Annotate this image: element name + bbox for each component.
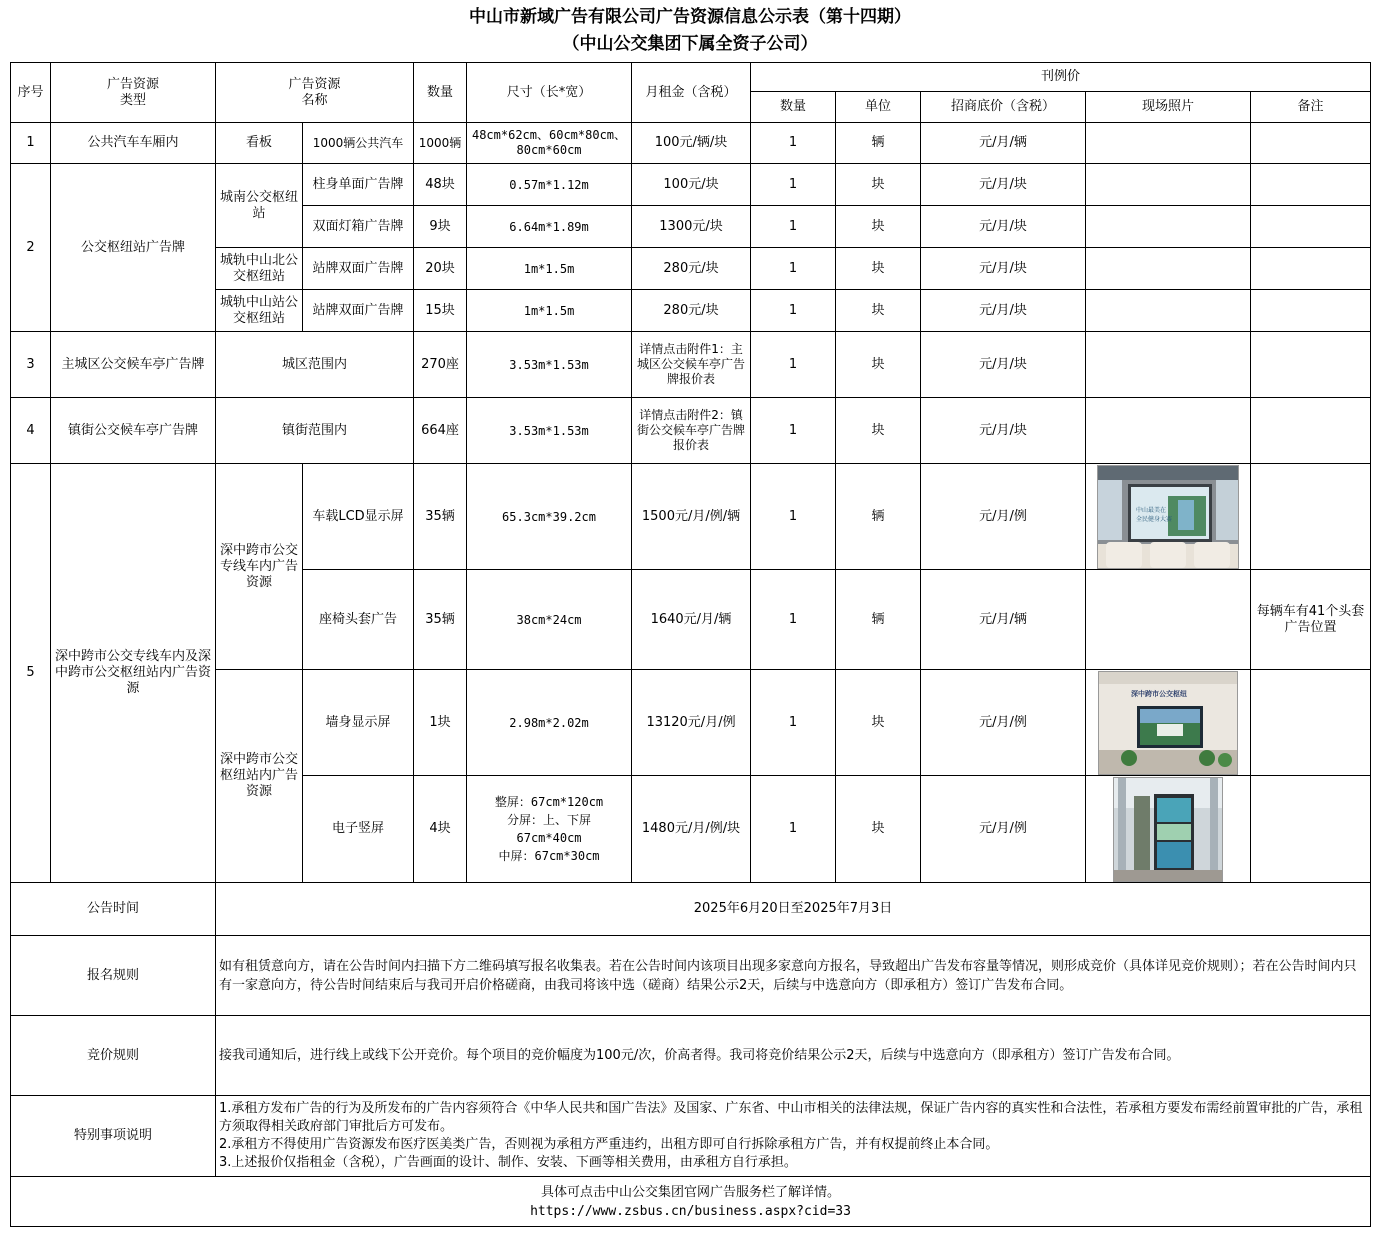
special-notes [216,1096,1371,1177]
svg-text:深中跨市公交枢纽: 深中跨市公交枢纽 [1131,689,1188,698]
note-cell [1251,164,1371,206]
name-cell: 1000辆公共汽车 [303,123,414,164]
type-cell: 公共汽车车厢内 [51,123,216,164]
unit-cell: 块 [836,248,921,290]
size-cell: 65.3cm*39.2cm [467,464,632,570]
special-note: 1.承租方发布广告的行为及所发布的广告内容须符合《中华人民共和国广告法》及国家、广东省、中山市相关的法律法规，保证广告内容的真实性和合法性，若承租方要发布需经前置审批的广告，承租方须取得相关政府部门审批后方可发布。 [219,1101,1363,1134]
note-cell [1251,248,1371,290]
seq-cell: 4 [11,398,51,464]
info-line: 具体可点击中山公交集团官网广告服务栏了解详情。 [541,1184,841,1200]
photo-cell [1086,248,1251,290]
wall-screen-photo [1098,671,1238,775]
location-cell: 深中跨市公交专线车内广告资源 [216,464,303,670]
note-cell [1251,123,1371,164]
photo-cell [1086,290,1251,332]
unit-cell: 块 [836,670,921,776]
price-cell: 元/月/例 [921,776,1086,883]
name-cell: 柱身单面广告牌 [303,164,414,206]
qty-cell: 35辆 [414,464,467,570]
unit-cell: 块 [836,164,921,206]
qty-cell: 4块 [414,776,467,883]
rent-cell: 1300元/块 [632,206,751,248]
size-cell: 3.53m*1.53m [467,332,632,398]
seq-cell: 3 [11,332,51,398]
header-seq: 序号 [11,63,51,123]
size-cell: 38cm*24cm [467,570,632,670]
rent-cell: 1500元/月/例/辆 [632,464,751,570]
sub-qty-cell: 1 [751,206,836,248]
sub-qty-cell: 1 [751,248,836,290]
photo-cell [1086,670,1251,776]
name-cell: 镇街范围内 [216,398,414,464]
unit-cell: 块 [836,290,921,332]
qty-cell: 15块 [414,290,467,332]
size-cell: 1m*1.5m [467,290,632,332]
size-cell [467,776,632,883]
name-cell: 座椅头套广告 [303,570,414,670]
note-cell [1251,776,1371,883]
price-cell: 元/月/块 [921,248,1086,290]
size-cell: 6.64m*1.89m [467,206,632,248]
special-label: 特别事项说明 [11,1096,216,1177]
bus-lcd-photo [1097,465,1239,569]
note-cell [1251,464,1371,570]
seq-cell: 2 [11,164,51,332]
photo-cell [1086,206,1251,248]
special-note: 3.上述报价仅指租金（含税），广告画面的设计、制作、安装、下画等相关费用，由承租方自行承担。 [219,1155,797,1170]
table-row [11,1016,1371,1096]
header-type: 广告资源 类型 [51,63,216,123]
header-size: 尺寸（长*宽） [467,63,632,123]
type-cell: 主城区公交候车亭广告牌 [51,332,216,398]
sub-qty-cell: 1 [751,464,836,570]
unit-cell: 块 [836,206,921,248]
page-title: 中山市新域广告有限公司广告资源信息公示表（第十四期） [469,7,911,27]
name-cell: 车载LCD显示屏 [303,464,414,570]
photo-cell [1086,776,1251,883]
size-cell: 2.98m*2.02m [467,670,632,776]
qty-cell: 1块 [414,670,467,776]
rent-cell: 100元/块 [632,164,751,206]
qty-cell: 35辆 [414,570,467,670]
rent-cell: 13120元/月/例 [632,670,751,776]
note-cell [1251,206,1371,248]
table-row [11,464,1371,570]
rent-cell: 280元/块 [632,248,751,290]
note-cell [1251,670,1371,776]
unit-cell: 辆 [836,123,921,164]
sub-qty-cell: 1 [751,670,836,776]
table-row [11,1096,1371,1177]
header-unit: 单位 [836,92,921,123]
seq-cell: 5 [11,464,51,883]
qty-cell: 1000辆 [414,123,467,164]
size-line: 67cm*40cm [516,831,582,845]
sub-type-cell: 看板 [216,123,303,164]
special-note: 2.承租方不得使用广告资源发布医疗医美类广告，否则视为承租方严重违约，出租方即可自行拆除承租方广告，并有权提前终止本合同。 [219,1137,999,1152]
signup-rules: 如有租赁意向方，请在公告时间内扫描下方二维码填写报名收集表。若在公告时间内该项目出现多家意向方报名，导致超出广告发布容量等情况，则形成竞价（具体详见竞价规则）；若在公告时间内只有一家意向方，待公告时间结束后与我司开启价格磋商，由我司将该中选（磋商）结果公示2天，后续与中选意向方（即承租方）签订广告发布合同。 [216,936,1371,1016]
bid-rules: 接我司通知后，进行线上或线下公开竞价。每个项目的竞价幅度为100元/次，价高者得。我司将竞价结果公示2天，后续与中选意向方（即承租方）签订广告发布合同。 [216,1016,1371,1096]
price-cell: 元/月/块 [921,206,1086,248]
price-cell: 元/月/块 [921,332,1086,398]
unit-cell: 块 [836,776,921,883]
sub-qty-cell: 1 [751,776,836,883]
note-cell: 每辆车有41个头套广告位置 [1251,570,1371,670]
sub-qty-cell: 1 [751,123,836,164]
sub-qty-cell: 1 [751,332,836,398]
size-cell: 48cm*62cm、60cm*80cm、80cm*60cm [467,123,632,164]
footer-info [11,1177,1371,1227]
price-cell: 元/月/块 [921,290,1086,332]
name-cell: 站牌双面广告牌 [303,290,414,332]
vertical-screen-photo [1113,777,1223,882]
header-rent: 月租金（含税） [632,63,751,123]
price-cell: 元/月/例 [921,670,1086,776]
qty-cell: 20块 [414,248,467,290]
price-cell: 元/月/块 [921,398,1086,464]
signup-label: 报名规则 [11,936,216,1016]
table-row [11,398,1371,464]
ad-resource-table [10,62,1371,1227]
rent-cell: 100元/辆/块 [632,123,751,164]
note-cell [1251,398,1371,464]
header-qty: 数量 [414,63,467,123]
header-photo: 现场照片 [1086,92,1251,123]
rent-link[interactable]: 详情点击附件1：主城区公交候车亭广告牌报价表 [632,332,751,398]
size-cell: 1m*1.5m [467,248,632,290]
rent-cell: 1480元/月/例/块 [632,776,751,883]
unit-cell: 辆 [836,464,921,570]
unit-cell: 块 [836,332,921,398]
name-cell: 双面灯箱广告牌 [303,206,414,248]
header-note: 备注 [1251,92,1371,123]
price-cell: 元/月/例 [921,464,1086,570]
header-price-group: 刊例价 [751,63,1371,92]
qty-cell: 664座 [414,398,467,464]
size-cell: 0.57m*1.12m [467,164,632,206]
type-cell: 深中跨市公交专线车内及深中跨市公交枢纽站内广告资源 [51,464,216,883]
name-cell: 站牌双面广告牌 [303,248,414,290]
photo-cell [1086,332,1251,398]
table-row [11,1177,1371,1227]
location-cell: 城南公交枢纽站 [216,164,303,248]
size-line: 分屏：上、下屏 [507,813,592,827]
photo-cell [1086,464,1251,570]
type-cell: 公交枢纽站广告牌 [51,164,216,332]
size-line: 整屏：67cm*120cm [494,795,604,809]
unit-cell: 辆 [836,570,921,670]
notice-value: 2025年6月20日至2025年7月3日 [216,883,1371,936]
sub-qty-cell: 1 [751,290,836,332]
location-cell: 深中跨市公交枢纽站内广告资源 [216,670,303,883]
location-cell: 城轨中山站公交枢纽站 [216,290,303,332]
size-cell: 3.53m*1.53m [467,398,632,464]
page-subtitle: （中山公交集团下属全资子公司） [562,34,818,54]
note-cell [1251,290,1371,332]
header-base-price: 招商底价（含税） [921,92,1086,123]
svg-text:全民健身大赛: 全民健身大赛 [1136,515,1173,523]
name-cell: 城区范围内 [216,332,414,398]
website-link[interactable]: https://www.zsbus.cn/business.aspx?cid=33 [530,1203,851,1219]
photo-cell [1086,164,1251,206]
rent-cell: 1640元/月/辆 [632,570,751,670]
name-cell: 电子竖屏 [303,776,414,883]
table-row [11,332,1371,398]
sub-qty-cell: 1 [751,164,836,206]
sub-qty-cell: 1 [751,570,836,670]
type-cell: 镇街公交候车亭广告牌 [51,398,216,464]
rent-cell: 280元/块 [632,290,751,332]
qty-cell: 270座 [414,332,467,398]
sub-qty-cell: 1 [751,398,836,464]
bid-label: 竞价规则 [11,1016,216,1096]
note-cell [1251,332,1371,398]
rent-link[interactable]: 详情点击附件2：镇街公交候车亭广告牌报价表 [632,398,751,464]
photo-cell [1086,570,1251,670]
size-line: 中屏：67cm*30cm [498,849,600,863]
photo-cell [1086,398,1251,464]
price-cell: 元/月/辆 [921,570,1086,670]
table-row [11,164,1371,206]
table-row [11,883,1371,936]
qty-cell: 48块 [414,164,467,206]
price-cell: 元/月/块 [921,164,1086,206]
unit-cell: 块 [836,398,921,464]
table-row [11,123,1371,164]
header-sub-qty: 数量 [751,92,836,123]
header-name: 广告资源 名称 [216,63,414,123]
photo-cell [1086,123,1251,164]
price-cell: 元/月/辆 [921,123,1086,164]
table-row [11,936,1371,1016]
qty-cell: 9块 [414,206,467,248]
svg-text:中山最美在: 中山最美在 [1136,506,1167,514]
notice-label: 公告时间 [11,883,216,936]
location-cell: 城轨中山北公交枢纽站 [216,248,303,290]
name-cell: 墙身显示屏 [303,670,414,776]
seq-cell: 1 [11,123,51,164]
